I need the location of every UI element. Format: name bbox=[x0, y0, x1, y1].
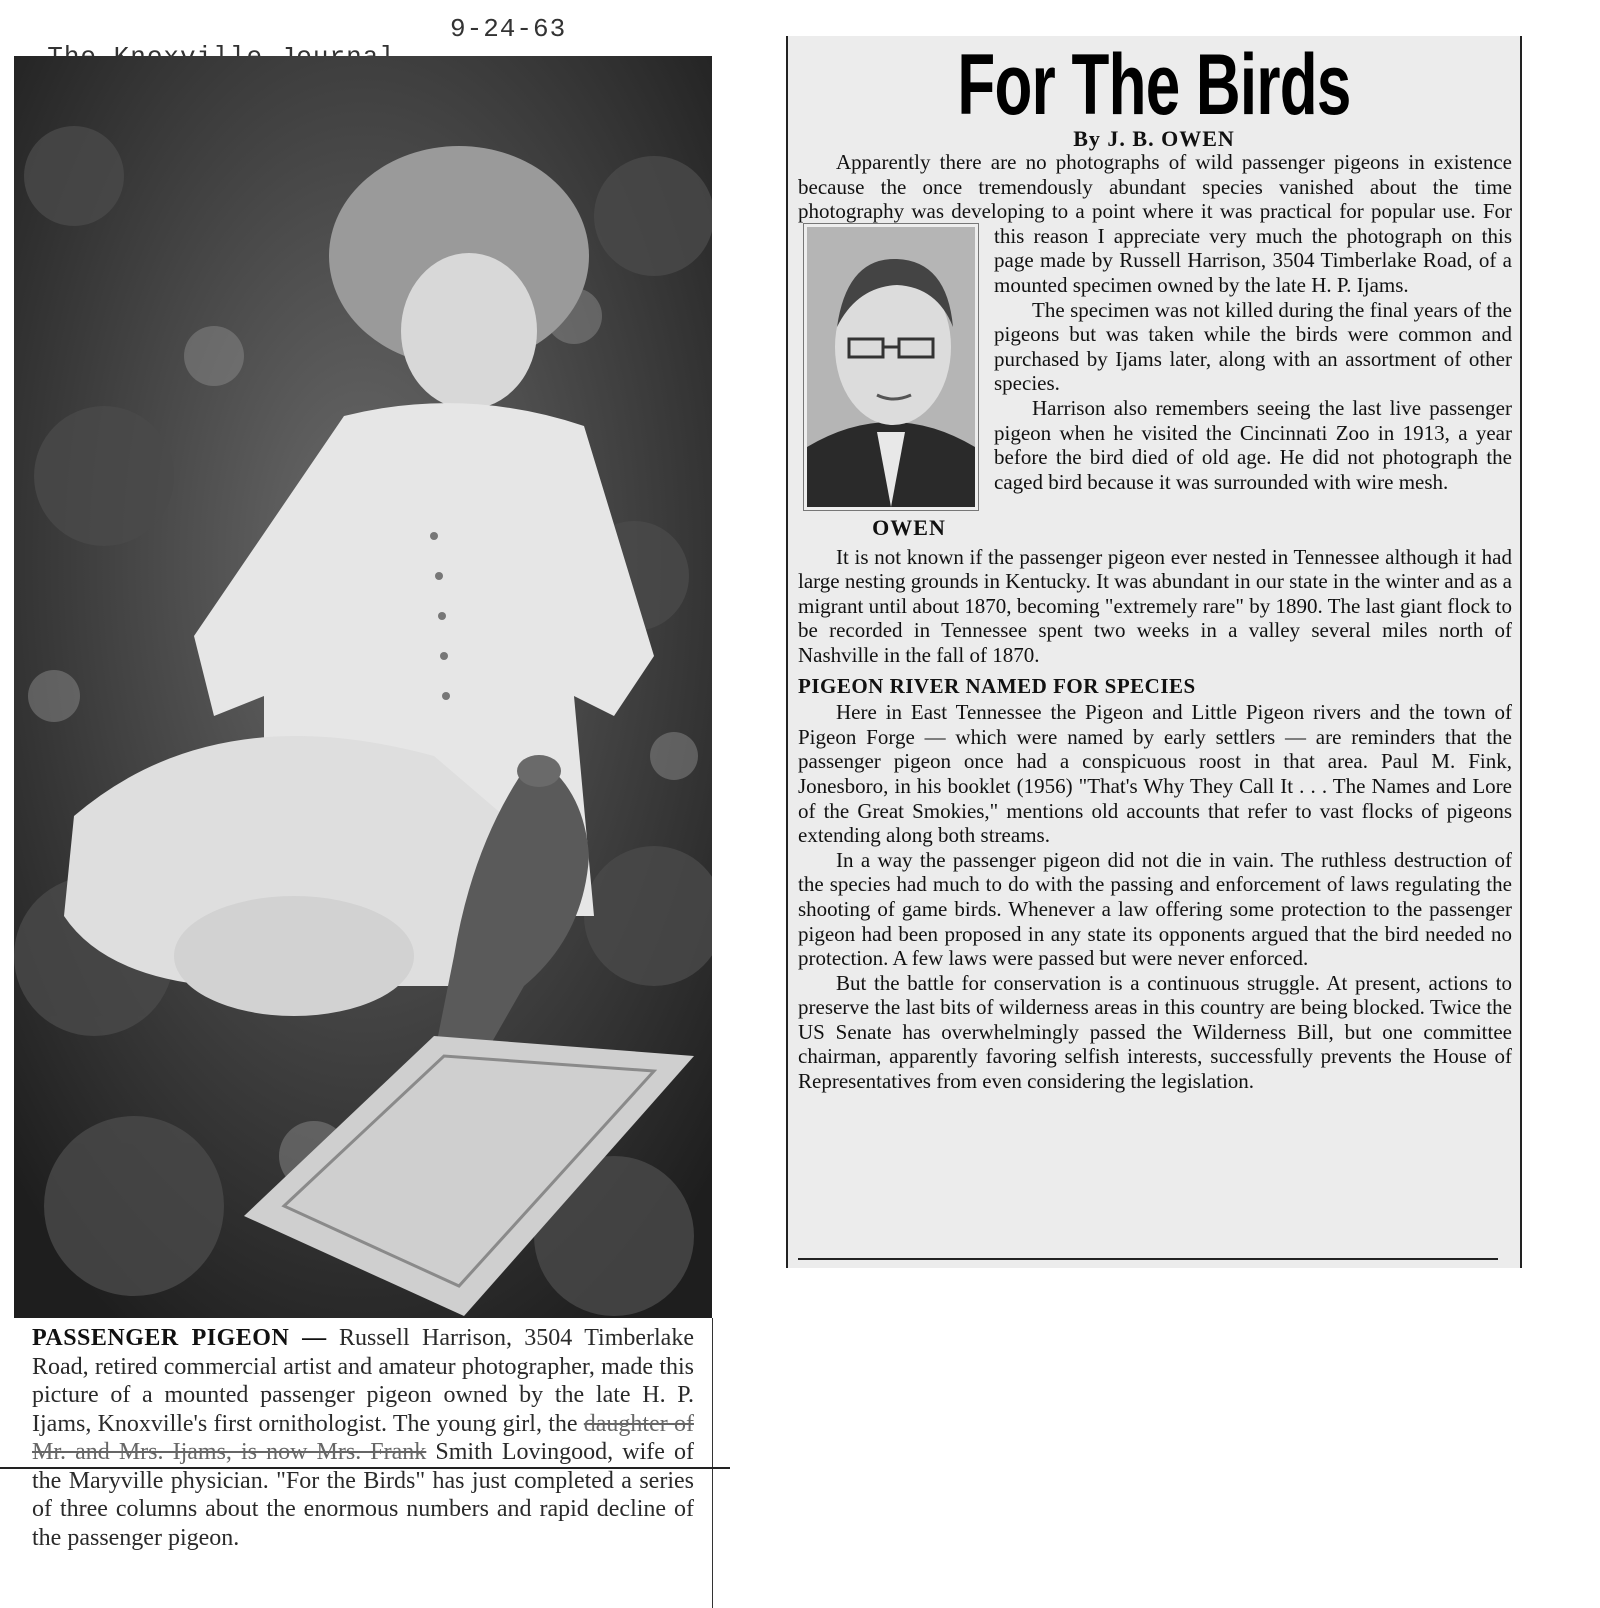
article-paragraph-4: It is not known if the passenger pigeon ever nested in Tennessee although it had large nesting grounds in Kentucky. It was abundant in our state in the winter and as a migrant until about 1870, becoming "extremely rare" by 1890. The last giant flock to be recorded in Tennessee spent two weeks in a valley several miles north of Nashville in the fall of 1870. bbox=[798, 544, 1512, 667]
portrait-icon bbox=[807, 227, 975, 507]
caption-text-2: Smith Lovingood, wife of the Maryville physician. "For the Birds" has just completed a series of three columns about the enormous numbers and rapid decline of the passenger pigeon. bbox=[32, 1439, 694, 1551]
article-column bbox=[786, 36, 1522, 1268]
article-byline: By J. B. OWEN bbox=[1073, 126, 1235, 151]
caption-struck-text: daughter of Mr. and Mrs. Ijams, is now Mrs. Frank bbox=[32, 1410, 694, 1465]
article-body bbox=[798, 150, 1512, 1094]
mugshot-label: OWEN bbox=[872, 515, 946, 540]
photo-caption bbox=[32, 1324, 694, 1552]
article-headline: For The Birds bbox=[957, 37, 1351, 133]
article-paragraph-7: But the battle for conservation is a continuous struggle. At present, actions to preserve the last bits of wilderness areas in this country are being blocked. Twice the US Senate has overwhelmingly passed the Wilderness Bill, but one committee chairman, apparently favoring selfish interests, successfully prevents the House of Representatives from even considering the legislation. bbox=[798, 970, 1512, 1094]
photo-caption-box bbox=[14, 1318, 713, 1608]
caption-lead: PASSENGER PIGEON — bbox=[32, 1325, 327, 1351]
author-mugshot bbox=[798, 224, 982, 541]
article-end-rule bbox=[798, 1258, 1498, 1260]
article-subhead: PIGEON RIVER NAMED FOR SPECIES bbox=[798, 673, 1196, 698]
clipping-date: 9-24-63 bbox=[450, 14, 567, 44]
article-paragraph-3: Harrison also remembers seeing the last live passenger pigeon when he visited the Cincinnati Zoo in 1913, a year before the bird died of old age. He did not photograph the caged bird because it was surrounded with wire mesh. bbox=[994, 395, 1512, 494]
article-paragraph-2: The specimen was not killed during the final years of the pigeons but was taken while the birds were common and purchased by Ijams later, along with an assortment of other species. bbox=[994, 297, 1512, 396]
article-paragraph-1-text: Apparently there are no photographs of wild passenger pigeons in existence because the once tremendously abundant species vanished about the time photography was developing to a point where it was practical for popular use. For this reason I appreciate very much the photograph on this page made by Russell Harrison, 3504 Timberlake Road, of a mounted specimen owned by the late H. P. Ijams. bbox=[798, 150, 1512, 297]
pigeon-photo bbox=[14, 56, 712, 1318]
caption-strike-rule bbox=[0, 1467, 730, 1469]
article-paragraph-5: Here in East Tennessee the Pigeon and Little Pigeon rivers and the town of Pigeon Forge — which were named by early settlers — are reminders that the passenger pigeon once had a conspicuous roost in that area. Paul M. Fink, Jonesboro, in his booklet (1956) "That's Why They Call It . . . The Names and Lore of the Great Smokies," mentions old accounts that refer to vast flocks of pigeons extending along both streams. bbox=[798, 700, 1512, 848]
caption-text-1: Russell Harrison, 3504 Timberlake Road, retired commercial artist and amateur photographer, made this picture of a mounted passenger pigeon owned by the late H. P. Ijams, Knoxville's first ornithologist. The young girl, the bbox=[32, 1325, 694, 1437]
author-photo bbox=[804, 224, 978, 510]
article-paragraph-6: In a way the passenger pigeon did not die in vain. The ruthless destruction of the species had much to do with the passing and enforcement of laws regulating the shooting of game birds. Whenever a law offering some protection to the passenger pigeon had been proposed in any state its opponents argued that the bird needed no protection. A few laws were passed but were never enforced. bbox=[798, 847, 1512, 971]
photo-icon bbox=[14, 56, 712, 1318]
